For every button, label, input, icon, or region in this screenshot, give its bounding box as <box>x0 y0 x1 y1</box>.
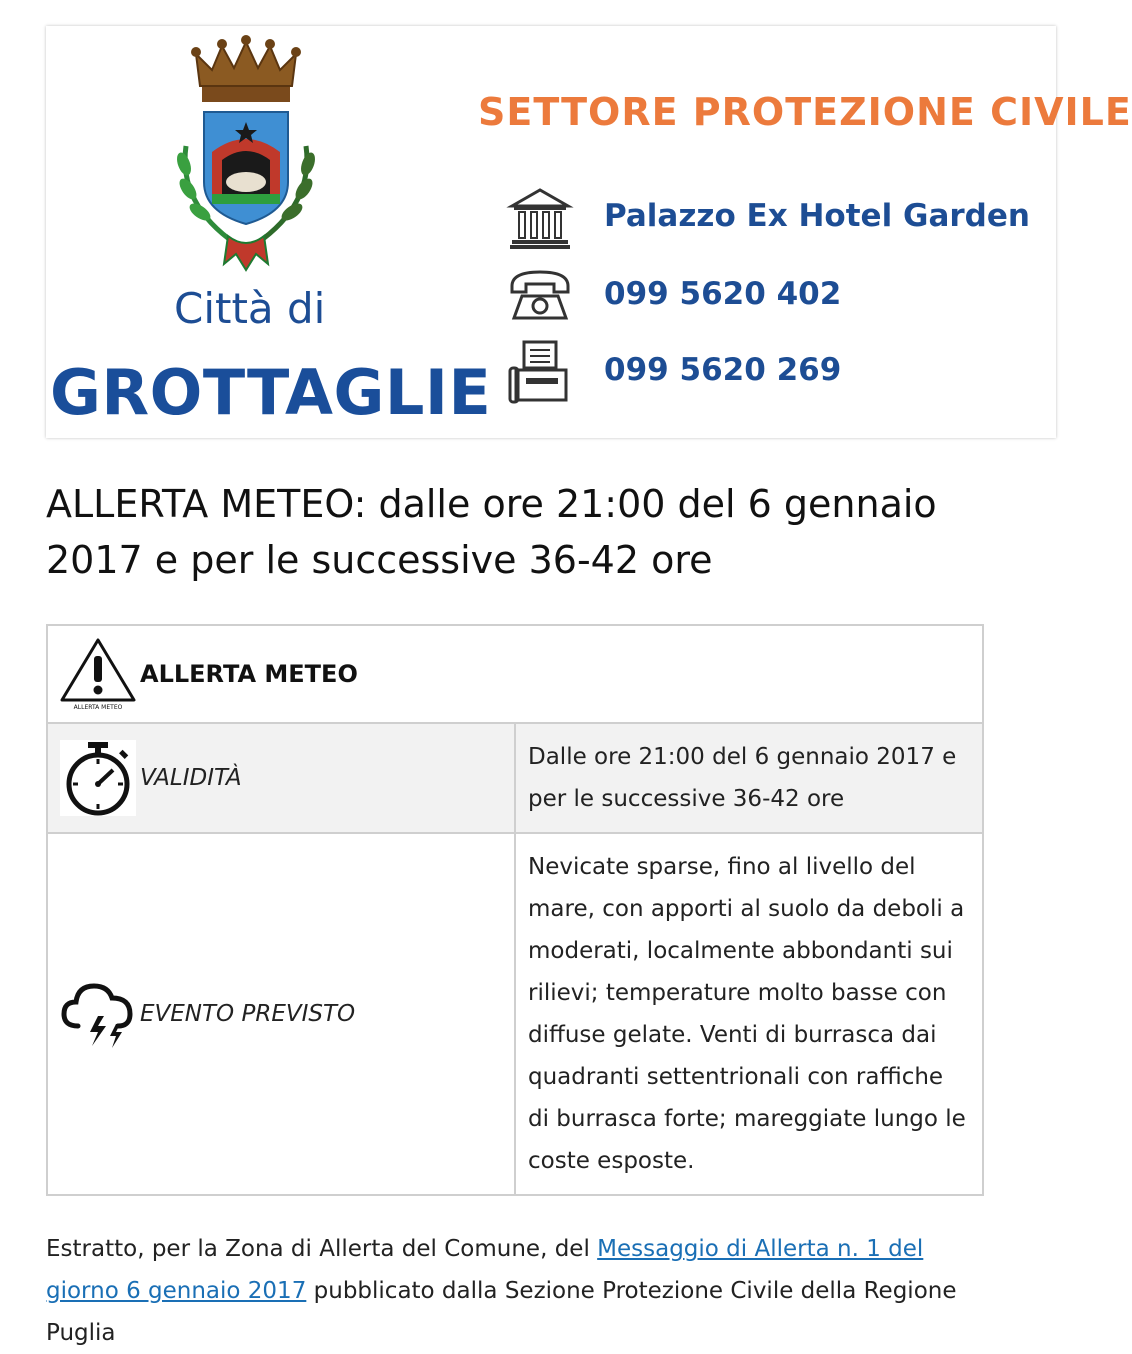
fax-text: 099 5620 269 <box>604 352 842 388</box>
alert-table <box>46 624 984 1196</box>
table-row <box>47 625 983 723</box>
table-row <box>47 833 983 1195</box>
warning-triangle-icon <box>60 636 136 712</box>
building-icon <box>508 186 572 250</box>
validity-value: Dalle ore 21:00 del 6 gennaio 2017 e per le successive 36-42 ore <box>528 744 957 812</box>
alert-message-link[interactable]: Messaggio di Allerta n. 1 del giorno 6 gennaio 2017 <box>46 1236 924 1304</box>
validity-label: VALIDITÀ <box>140 765 242 791</box>
telephone-icon <box>508 264 572 328</box>
source-note <box>46 1228 996 1354</box>
source-prefix: Estratto, per la Zona di Allerta del Comune, del <box>46 1236 598 1262</box>
city-name: GROTTAGLIE <box>50 356 492 429</box>
source-suffix: pubblicato dalla Sezione Protezione Civile della Regione Puglia <box>46 1278 957 1346</box>
page-title: ALLERTA METEO: dalle ore 21:00 del 6 gennaio 2017 e per le successive 36-42 ore <box>46 482 937 582</box>
event-value: Nevicate sparse, fino al livello del mare, con apporti al suolo da deboli a moderati, localmente abbondanti sui rilievi; temperature molto basse con diffuse gelate. Venti di burrasca dai quadranti settentrionali con raffiche di burrasca forte; mareggiate lungo le coste esposte. <box>528 854 966 1174</box>
alert-header-label: ALLERTA METEO <box>140 660 358 688</box>
address-text: Palazzo Ex Hotel Garden <box>604 198 1030 234</box>
phone-text: 099 5620 402 <box>604 276 842 312</box>
event-label: EVENTO PREVISTO <box>140 1001 356 1027</box>
citta-label: Città di <box>174 284 326 333</box>
coat-of-arms-icon <box>156 34 336 279</box>
storm-cloud-icon <box>60 976 136 1052</box>
table-row <box>47 723 983 833</box>
fax-icon <box>508 340 572 404</box>
settore-title: SETTORE PROTEZIONE CIVILE <box>478 90 1132 134</box>
header-banner <box>46 26 1132 438</box>
warning-icon-caption: ALLERTA METEO <box>73 704 123 711</box>
stopwatch-icon <box>60 740 136 816</box>
